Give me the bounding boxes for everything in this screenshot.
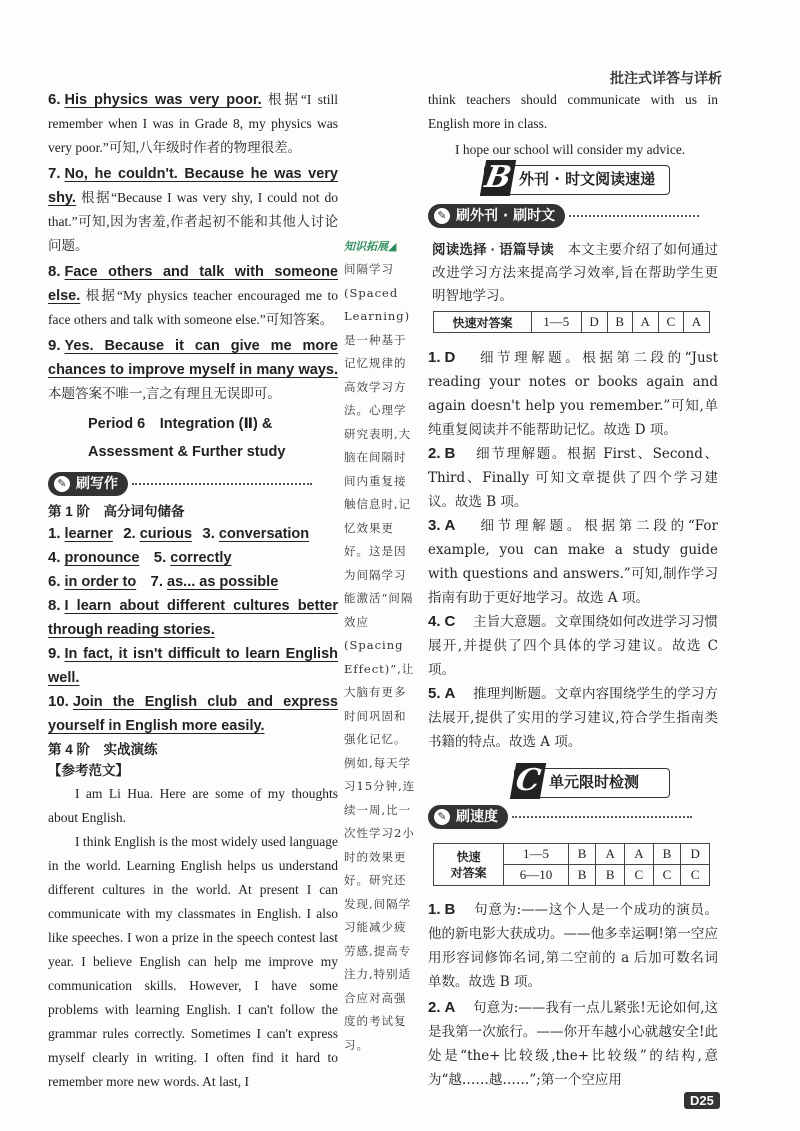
r-item-1: 1. D 细节理解题。根据第二段的“Just reading your notes or books again and again doesn't help you remember.”可知,单纯重复阅读并不能帮助记忆。故选 D 项。 xyxy=(428,349,718,438)
pen-icon: ✎ xyxy=(54,476,70,492)
period-title: Period 6 Integration (Ⅱ) & Assessment & Further study xyxy=(88,416,286,460)
vocab-list: 1. learner 2. curious 3. conversation 4. pronounce 5. correctly 6. in order to 7. as... as possible xyxy=(48,525,310,590)
pen-icon: ✎ xyxy=(434,208,450,224)
essay-p1: I am Li Hua. Here are some of my thoughts about English. xyxy=(48,786,338,825)
stage1-title: 第 1 阶 高分词句储备 xyxy=(48,504,185,519)
stage4-title: 第 4 阶 实战演练 xyxy=(48,742,158,757)
t-item-2: 2. A 句意为:——我有一点儿紧张!无论如何,这是我第一次旅行。——你开车越小心就越安全!此处是“the+比较级,the+比较级”的结构,意为“越……越……”;第一个空应用 xyxy=(428,999,719,1088)
write-badge: ✎ 刷写作 xyxy=(48,472,128,496)
badge2: ✎ 刷外刊 · 刷时文 xyxy=(428,204,565,228)
q9-answer: Yes. Because it can give me more chances to improve myself in many ways. xyxy=(48,338,338,378)
answer-table-1: 快速对答案 1—5 D B A C A xyxy=(433,311,710,333)
q6-answer: His physics was very poor. xyxy=(64,92,262,108)
reading-intro: 阅读选择 · 语篇导读 本文主要介绍了如何通过改进学习方法来提高学习效率,旨在帮助学生更明智地学习。 xyxy=(432,242,719,304)
intro-label: 阅读选择 · 语篇导读 xyxy=(432,242,554,257)
side-note xyxy=(344,238,418,1057)
page-number: D25 xyxy=(684,1092,720,1109)
r-item-3: 3. A 细节理解题。根据第二段的“For example, you can make a study guide with questions and answers.”可知,制作学习指南有助于更好地学习。故选 A 项。 xyxy=(428,517,718,606)
r-item-2: 2. B 细节理解题。根据 First、Second、Third、Finally 可知文章提供了四个学习建议。故选 B 项。 xyxy=(428,445,719,510)
sentence-9: 9. In fact, it isn't difficult to learn English well. xyxy=(48,645,338,686)
badge2-header xyxy=(428,204,699,228)
arrow-icon: ◢ xyxy=(388,240,397,253)
q7-answer: No, he couldn't. Because he was very shy. xyxy=(48,166,338,206)
banner-b xyxy=(482,160,670,195)
q7: 7. No, he couldn't. Because he was very shy. 根据“Because I was very shy, I could not do that.”可知,因为害羞,作者起初不能和其他人讨论问题。 xyxy=(48,165,339,253)
banner-c-text: 单元限时检测 xyxy=(549,773,640,791)
sentence-8: 8. I learn about different cultures better through reading stories. xyxy=(48,597,338,638)
banner-b-text: 外刊 · 时文阅读速递 xyxy=(519,170,656,188)
sentence-10: 10. Join the English club and express yourself in English more easily. xyxy=(48,693,338,734)
table2-label: 快速 对答案 xyxy=(434,844,504,886)
side-note-text: 间隔学习(Spaced Learning)是一种基于记忆规律的高效学习方法。心理学研究表明,大脑在间隔时间内重复接触信息时,记忆效果更好。这是因为间隔学习能激活“间隔效应(Spacing Effect)”,让大脑有更多时间巩固和强化记忆。例如,每天学习15分钟,连续一周,比一次性学习2小时的效果更好。研究还发现,间隔学习能减少疲劳感,提高专注力,特别适合应对高强度的考试复习。 xyxy=(344,262,416,1052)
page-header-title: 批注式详答与详析 xyxy=(610,70,722,86)
side-note-title: 知识拓展◢ xyxy=(344,240,397,253)
right-column xyxy=(428,88,718,162)
write-section-header xyxy=(48,472,338,496)
badge3-header xyxy=(428,805,692,829)
banner-c xyxy=(513,763,670,798)
r-item-4: 4. C 主旨大意题。文章围绕如何改进学习习惯展开,并提供了四个具体的学习建议。故选 C 项。 xyxy=(428,613,719,678)
test-answers xyxy=(428,898,718,1092)
q9: 9. Yes. Because it can give me more chances to improve myself in many ways. 本题答案不唯一,言之有理且无误即可。 xyxy=(48,337,338,401)
q8: 8. Face others and talk with someone else. 根据“My physics teacher encouraged me to face others and talk with someone else.”可知答案。 xyxy=(48,263,339,327)
banner-b-letter: B xyxy=(480,160,516,196)
banner-c-letter: C xyxy=(510,763,546,799)
answer-table-2: 快速 对答案 1—5 B A A B D 6—10 B B C C C xyxy=(433,843,710,886)
essay-closing: I hope our school will consider my advice. xyxy=(455,142,686,157)
essay-p2: I think English is the most widely used language in the world. Learning English helps us understand different cultures in the world. At present I can communicate with my classmates in English. I also like speeches. I won a prize in the speech contest last year. I believe English can help me improve my communication skills. However, I have some problems with learning English. I can't follow the grammar rules correctly. Sometimes I can't express myself clearly in writing. I often find it hard to remember more new words. At last, I xyxy=(48,834,338,1089)
essay-continued: think teachers should communicate with us in English more in class. xyxy=(428,92,718,131)
badge3: ✎ 刷速度 xyxy=(428,805,508,829)
r-item-5: 5. A 推理判断题。文章内容围绕学生的学习方法展开,提供了实用的学习建议,符合学生指南类书籍的特点。故选 A 项。 xyxy=(428,685,719,750)
table1-label: 快速对答案 xyxy=(434,312,532,333)
q8-answer: Face others and talk with someone else. xyxy=(48,264,338,304)
left-column xyxy=(48,88,338,1094)
reading-answers xyxy=(428,346,718,754)
reference-title: 【参考范文】 xyxy=(48,763,129,778)
q6: 6. His physics was very poor. 根据“I still remember when I was in Grade 8, my physics was very poor.”可知,八年级时作者的物理很差。 xyxy=(48,91,338,155)
pen-icon: ✎ xyxy=(434,809,450,825)
t-item-1: 1. B 句意为:——这个人是一个成功的演员。他的新电影大获成功。——他多幸运啊!第一空应用形容词修饰名词,第二空前的 a 后加可数名词单数。故选 B 项。 xyxy=(428,901,718,990)
